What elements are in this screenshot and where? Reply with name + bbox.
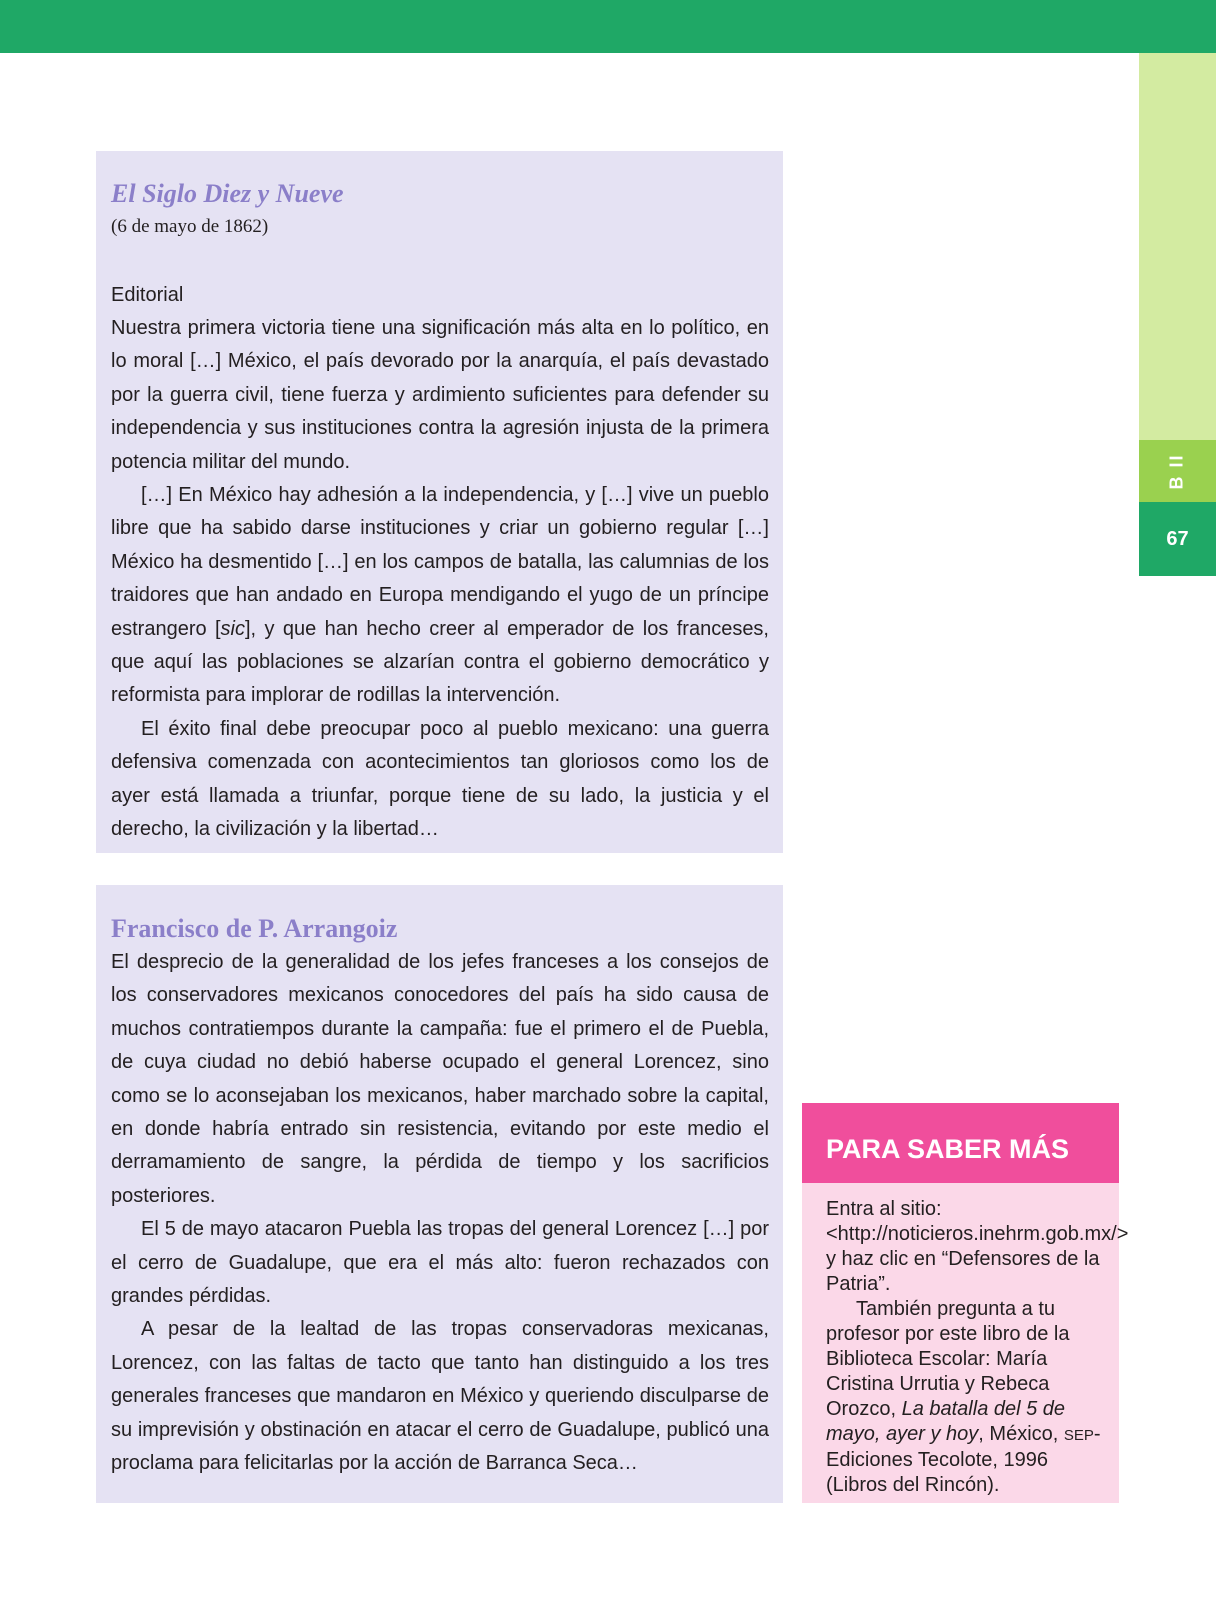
source-box-arrangoiz — [96, 885, 783, 1503]
paragraph: Entra al sitio: <http://noticieros.inehrm.gob.mx/> y haz clic en “Defensores de la Patria”. — [826, 1198, 1129, 1295]
block-tab — [1139, 440, 1216, 502]
text-run: […] En México hay adhesión a la independencia, y […] vive un pueblo libre que ha sabido darse instituciones y criar un gobierno regular […] México ha desmentido […] en los campos de batalla, las calumnias de los traidores que han andado en Europa mendigando el yugo de un príncipe estrangero [ — [111, 484, 769, 640]
source-box-siglo — [96, 151, 783, 853]
paragraph: A pesar de la lealtad de las tropas conservadoras mexicanas, Lorencez, con las faltas de tacto que tanto han distinguido a los tres generales franceses que mandaron en México y queriendo disculparse de su imprevisión y obstinación en atacar el cerro de Guadalupe, publicó una proclama para felicitarlas por la acción de Barranca Seca… — [111, 1318, 769, 1475]
sic-note: sic — [220, 617, 245, 640]
publisher-abbr: SEP — [1063, 1427, 1094, 1444]
source-title: Francisco de P. Arrangoiz — [111, 914, 398, 943]
paragraph — [826, 1297, 1101, 1498]
para-saber-mas-heading: PARA SABER MÁS — [802, 1103, 1119, 1183]
source-title: El Siglo Diez y Nueve — [111, 179, 344, 208]
top-banner — [0, 0, 1216, 53]
section-label: Editorial — [111, 284, 184, 306]
spacer — [111, 241, 769, 279]
paragraph: El desprecio de la generalidad de los jefes franceses a los consejos de los conservadores mexicanos conocedores del país ha sido causa de muchos contratiempos durante la campaña: fue el primero el de Puebla, de cuya ciudad no debió haberse ocupado el general Lorencez, sino como se lo aconsejaban los mexicanos, haber marchado sobre la capital, en donde habría entrado sin resistencia, evitando por este medio el derramamiento de sangre, la pérdida de tiempo y los sacrificios posteriores. — [111, 951, 769, 1207]
text-run: ], y que han hecho creer al emperador de los franceses, que aquí las poblaciones se alzarían contra el gobierno democrático y reformista para implorar de rodillas la intervención. — [111, 617, 769, 707]
paragraph: El éxito final debe preocupar poco al pueblo mexicano: una guerra defensiva comenzada con acontecimientos tan gloriosos como los de ayer está llamada a triunfar, porque tiene de su lado, la justicia y el derecho, la civilización y la libertad… — [111, 717, 769, 841]
paragraph: El 5 de mayo atacaron Puebla las tropas del general Lorencez […] por el cerro de Guadalupe, que era el más alto: fueron rechazados con grandes pérdidas. — [111, 1218, 769, 1308]
paragraph — [111, 479, 769, 713]
page-number: 67 — [1139, 502, 1216, 576]
side-tab-strip — [1139, 53, 1216, 440]
book-title: La batalla del 5 de mayo, ayer y hoy — [826, 1398, 1066, 1445]
text-run: , México, — [978, 1423, 1064, 1445]
text-run: También pregunta a tu profesor por este libro de la Biblioteca Escolar: María Cristina Urrutia y Rebeca Orozco, — [826, 1298, 1070, 1420]
paragraph: Nuestra primera victoria tiene una significación más alta en lo político, en lo moral […] México, el país devorado por la anarquía, el país devastado por la guerra civil, tiene fuerza y ardimiento suficientes para defender su independencia y sus instituciones contra la agresión injusta de la primera potencia militar del mundo. — [111, 317, 769, 473]
para-saber-mas-box — [802, 1183, 1129, 1503]
block-label: B II — [1166, 452, 1187, 490]
text-run: -Ediciones Tecolote, 1996 (Libros del Rincón). — [826, 1423, 1101, 1496]
source-date: (6 de mayo de 1862) — [111, 216, 269, 237]
